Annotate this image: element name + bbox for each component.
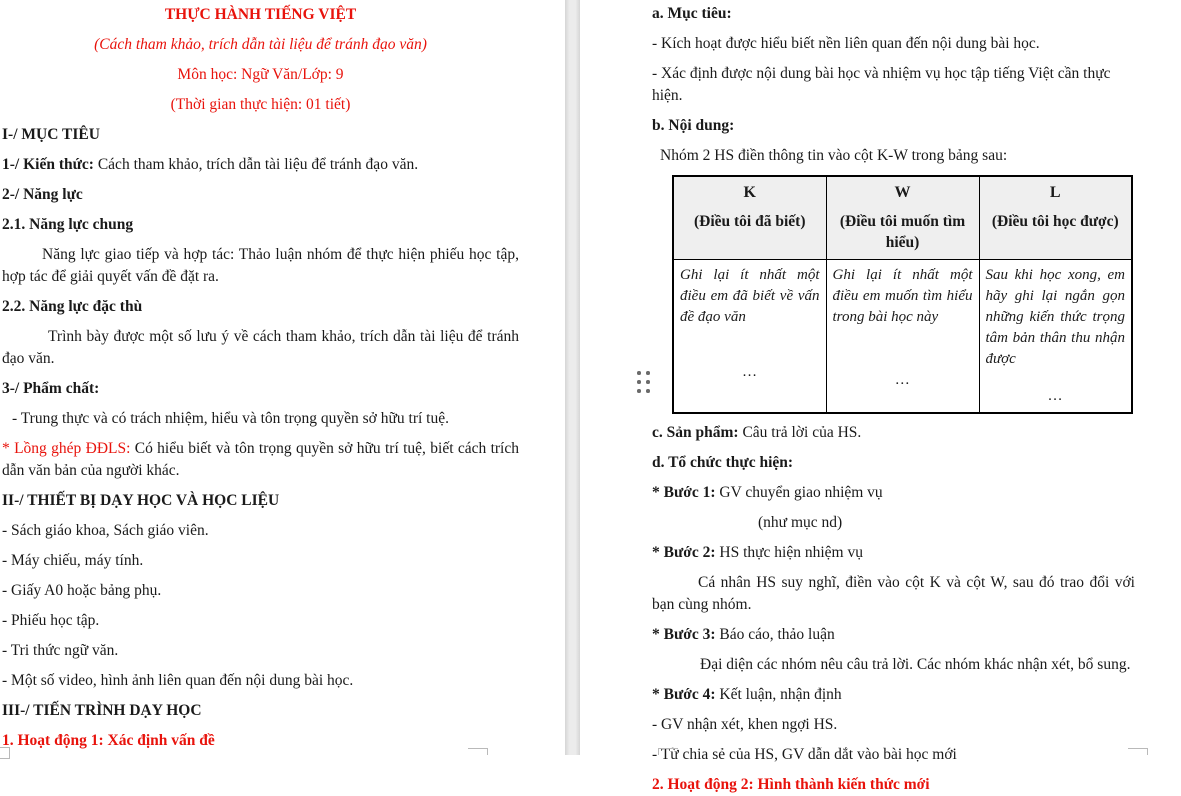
kwl-cell-k[interactable]: Ghi lại ít nhất một điều em đã biết về vấn đề đạo văn … bbox=[673, 260, 826, 414]
long-ghep-label: * Lồng ghép ĐĐLS: bbox=[2, 440, 131, 457]
paragraph: Trình bày được một số lưu ý về cách tham khảo, trích dẫn tài liệu để tránh đạo văn. bbox=[2, 328, 519, 367]
paragraph-buoc-4: * Bước 4: Kết luận, nhận định bbox=[652, 686, 842, 703]
heading-muc-tieu: I-/ MỤC TIÊU bbox=[2, 126, 100, 143]
paragraph-buoc-3: * Bước 3: Báo cáo, thảo luận bbox=[652, 626, 835, 643]
document-page-right bbox=[580, 0, 1181, 793]
page-corner-mark bbox=[0, 747, 10, 759]
list-item: - Giấy A0 hoặc bảng phụ. bbox=[2, 582, 162, 599]
paragraph-san-pham: c. Sản phẩm: Câu trả lời của HS. bbox=[652, 424, 862, 441]
paragraph: Nhóm 2 HS điền thông tin vào cột K-W trong bảng sau: bbox=[660, 147, 1008, 164]
list-item: - Phiếu học tập. bbox=[2, 612, 100, 629]
paragraph: (như mục nd) bbox=[758, 514, 843, 531]
heading-thiet-bi: II-/ THIẾT BỊ DẠY HỌC VÀ HỌC LIỆU bbox=[2, 492, 280, 509]
page-corner-mark bbox=[468, 748, 488, 755]
list-item: - Sách giáo khoa, Sách giáo viên. bbox=[2, 522, 209, 539]
ellipsis: … bbox=[895, 372, 910, 388]
paragraph: Đại diện các nhóm nêu câu trả lời. Các nhóm khác nhận xét, bổ sung. bbox=[700, 656, 1131, 673]
paragraph-long-ghep: * Lồng ghép ĐĐLS: Có hiểu biết và tôn trọng quyền sở hữu trí tuệ, biết cách trích dẫn văn bản của người khác. bbox=[2, 440, 519, 479]
kwl-body-row bbox=[673, 260, 1132, 414]
doc-title: THỰC HÀNH TIẾNG VIỆT bbox=[164, 6, 357, 23]
heading-nang-luc: 2-/ Năng lực bbox=[2, 186, 83, 203]
ellipsis: … bbox=[743, 364, 757, 380]
list-item: - Máy chiếu, máy tính. bbox=[2, 552, 144, 569]
list-item: - Xác định được nội dung bài học và nhiệm vụ học tập tiếng Việt cần thực hiện. bbox=[652, 65, 1111, 104]
kwl-header-row bbox=[673, 176, 1132, 260]
heading-to-chuc: d. Tổ chức thực hiện: bbox=[652, 454, 794, 471]
heading-hoat-dong-2: 2. Hoạt động 2: Hình thành kiến thức mới bbox=[652, 776, 930, 793]
page-gap bbox=[565, 0, 580, 755]
kwl-table bbox=[672, 175, 1133, 414]
doc-subject-line: Môn học: Ngữ Văn/Lớp: 9 bbox=[177, 66, 344, 83]
paragraph: - Trung thực và có trách nhiệm, hiểu và tôn trọng quyền sở hữu trí tuệ. bbox=[12, 410, 449, 427]
paragraph: Cá nhân HS suy nghĩ, điền vào cột K và cột W, sau đó trao đổi với bạn cùng nhóm. bbox=[652, 574, 1135, 613]
document-page-left bbox=[0, 0, 565, 755]
ellipsis: … bbox=[1048, 388, 1062, 404]
page-corner-mark bbox=[658, 748, 678, 755]
page-corner-mark bbox=[1128, 748, 1148, 755]
paragraph-buoc-2: * Bước 2: HS thực hiện nhiệm vụ bbox=[652, 544, 863, 561]
list-item: - Một số video, hình ảnh liên quan đến nội dung bài học. bbox=[2, 672, 354, 689]
paragraph: Năng lực giao tiếp và hợp tác: Thảo luận nhóm để thực hiện phiếu học tập, hợp tác để giải quyết vấn đề đặt ra. bbox=[2, 246, 519, 285]
heading-tien-trinh: III-/ TIẾN TRÌNH DẠY HỌC bbox=[2, 702, 202, 719]
heading-hoat-dong-1: 1. Hoạt động 1: Xác định vấn đề bbox=[2, 732, 215, 749]
heading-muc-tieu-a: a. Mục tiêu: bbox=[652, 5, 732, 22]
paragraph-buoc-1: * Bước 1: GV chuyển giao nhiệm vụ bbox=[652, 484, 883, 501]
heading-noi-dung-b: b. Nội dung: bbox=[652, 117, 735, 134]
kwl-cell-w[interactable]: Ghi lại ít nhất một điều em muốn tìm hiểu trong bài học này … bbox=[826, 260, 979, 414]
list-item: - GV nhận xét, khen ngợi HS. bbox=[652, 716, 838, 733]
heading-nang-luc-dac-thu: 2.2. Năng lực đặc thù bbox=[2, 298, 143, 315]
kwl-header-k: K (Điều tôi đã biết) bbox=[673, 176, 826, 260]
list-item: - Tri thức ngữ văn. bbox=[2, 642, 119, 659]
paragraph-kien-thuc: 1-/ Kiến thức: Cách tham khảo, trích dẫn tài liệu để tránh đạo văn. bbox=[2, 156, 419, 173]
kwl-header-w: W (Điều tôi muốn tìm hiểu) bbox=[826, 176, 979, 260]
list-item: - Kích hoạt được hiểu biết nền liên quan đến nội dung bài học. bbox=[652, 35, 1040, 52]
doc-subtitle: (Cách tham khảo, trích dẫn tài liệu để tránh đạo văn) bbox=[94, 36, 427, 53]
heading-pham-chat: 3-/ Phẩm chất: bbox=[2, 380, 100, 397]
heading-nang-luc-chung: 2.1. Năng lực chung bbox=[2, 216, 134, 233]
doc-duration-line: (Thời gian thực hiện: 01 tiết) bbox=[170, 96, 351, 113]
list-item: - Từ chia sẻ của HS, GV dẫn dắt vào bài học mới bbox=[652, 746, 957, 763]
kwl-header-l: L (Điều tôi học được) bbox=[979, 176, 1132, 260]
drag-handle-icon[interactable] bbox=[637, 371, 650, 393]
kwl-cell-l[interactable]: Sau khi học xong, em hãy ghi lại ngắn gọn những kiến thức trọng tâm bản thân thu nhận được … bbox=[979, 260, 1132, 414]
